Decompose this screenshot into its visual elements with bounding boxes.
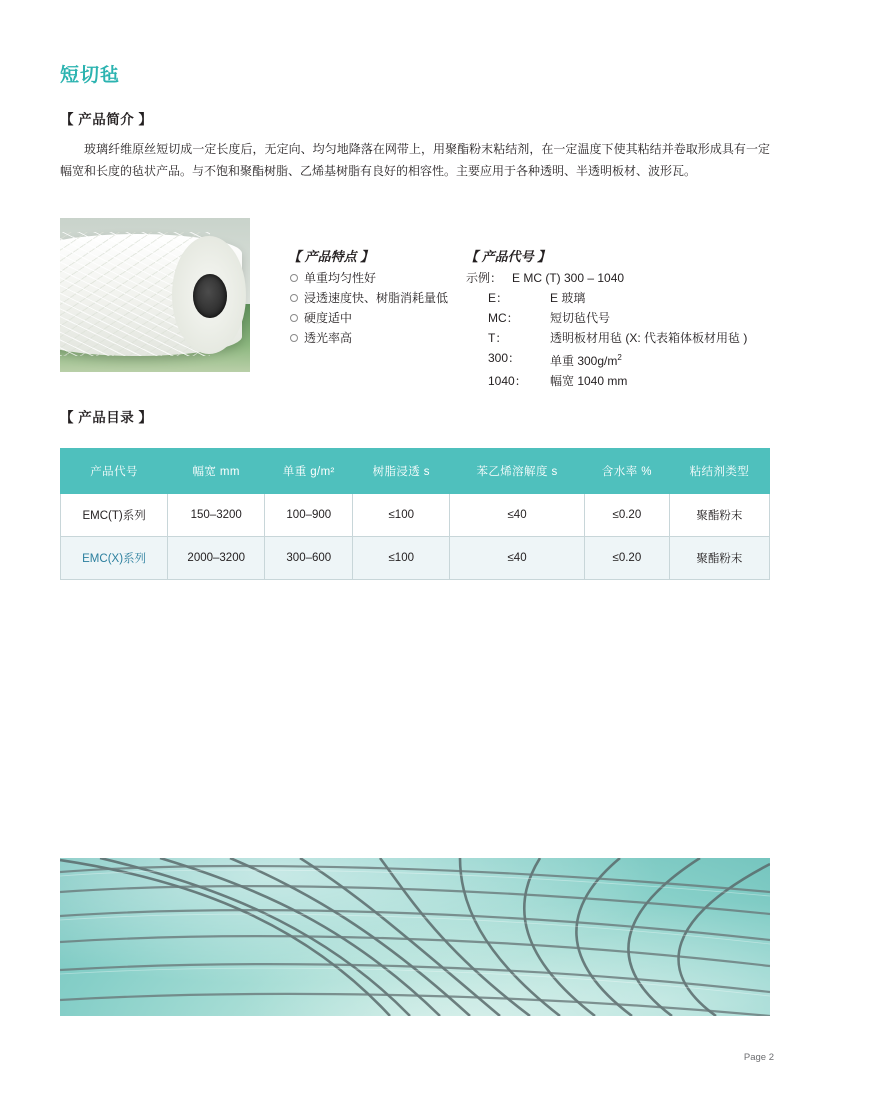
table-cell: 100–900 [265,494,353,537]
table-cell: 聚酯粉末 [669,537,769,580]
table-header-row [61,449,770,494]
code-row [466,308,747,328]
feature-label: 透光率高 [304,331,353,345]
code-value: E 玻璃 [550,291,586,305]
column-header: 树脂浸透 s [353,449,450,494]
code-row [466,371,747,391]
code-key: E： [488,291,509,305]
list-item [290,328,448,348]
list-item [290,268,448,288]
page-number: Page 2 [743,1052,774,1063]
table-cell: ≤40 [450,537,585,580]
features-list [290,268,448,348]
bottom-photo-grid-overlay [60,858,770,1016]
code-key: 1040： [488,374,527,388]
circle-bullet-icon [290,314,298,322]
features-heading: 【 产品特点 】 [288,249,374,264]
table-cell: ≤0.20 [584,537,669,580]
table-cell: ≤100 [353,537,450,580]
code-row [466,288,747,308]
product-code-list [466,268,747,391]
circle-bullet-icon [290,334,298,342]
code-row [466,348,747,371]
photo-roll-core-hole [193,274,227,318]
circle-bullet-icon [290,274,298,282]
table-cell: ≤0.20 [584,494,669,537]
table-cell: 150–3200 [168,494,265,537]
code-row [466,328,747,348]
page-title: 短切毡 [60,65,121,86]
code-key: T： [488,331,508,345]
column-header: 单重 g/m² [265,449,353,494]
section-heading-intro: 【 产品简介 】 [60,112,153,127]
section-heading-catalog: 【 产品目录 】 [60,410,153,425]
table-cell: EMC(X)系列 [61,537,168,580]
table-cell: 300–600 [265,537,353,580]
table-cell: ≤100 [353,494,450,537]
code-example-label: 示例： [466,271,503,285]
feature-label: 单重均匀性好 [304,271,377,285]
product-code-heading: 【 产品代号 】 [465,249,551,264]
product-photo [60,218,250,372]
code-value: 透明板材用毡 (X: 代表箱体板材用毡 ) [550,331,748,345]
circle-bullet-icon [290,294,298,302]
feature-label: 浸透速度快、树脂消耗量低 [304,291,449,305]
column-header: 粘结剂类型 [669,449,769,494]
column-header: 含水率 % [584,449,669,494]
table-cell: ≤40 [450,494,585,537]
code-value: 短切毡代号 [550,311,611,325]
column-header: 苯乙烯溶解度 s [450,449,585,494]
list-item [290,308,448,328]
intro-paragraph: 玻璃纤维原丝短切成一定长度后，无定向、均匀地降落在网带上，用聚酯粉末粘结剂，在一定温度下使其粘结并卷取形成具有一定幅宽和长度的毡状产品。与不饱和聚酯树脂、乙烯基树脂有良好的相容性。主要应用于各种透明、半透明板材、波形瓦。 [60,142,770,178]
table-cell: 聚酯粉末 [669,494,769,537]
code-key: 300： [488,351,521,365]
list-item [290,288,448,308]
code-value-superscript: 2 [617,353,622,362]
code-value: 单重 $300g/m^2$ [550,353,622,368]
column-header: 幅宽 mm [168,449,265,494]
column-header: 产品代号 [61,449,168,494]
table-cell: EMC(T)系列 [61,494,168,537]
table-row [61,537,770,580]
table-row [61,494,770,537]
code-value: 幅宽 1040 mm [550,374,628,388]
bottom-photo [60,858,770,1016]
code-example-value: E MC (T) 300 – 1040 [512,271,625,285]
feature-label: 硬度适中 [304,311,353,325]
code-key: MC： [488,311,519,325]
code-example-row [466,268,747,288]
table-cell: 2000–3200 [168,537,265,580]
product-catalog-table [60,448,770,580]
